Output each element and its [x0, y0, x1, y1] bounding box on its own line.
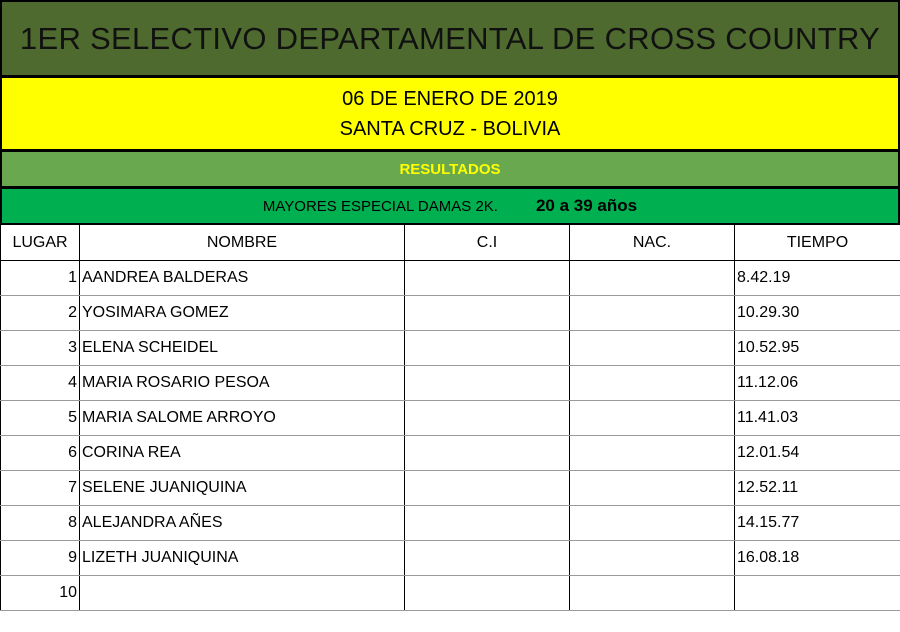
place-cell: 10 [1, 576, 80, 611]
category-banner [0, 187, 900, 225]
place-cell: 9 [1, 541, 80, 576]
results-banner [0, 150, 900, 188]
name-cell: ALEJANDRA AÑES [80, 506, 405, 541]
id-cell [405, 296, 570, 331]
time-cell: 10.29.30 [735, 296, 900, 331]
event-date: 06 DE ENERO DE 2019 [342, 87, 558, 110]
age-range-label: 20 a 39 años [535, 196, 638, 215]
table-row [1, 576, 900, 611]
time-cell: 11.12.06 [735, 366, 900, 401]
event-location: SANTA CRUZ - BOLIVIA [339, 117, 561, 140]
time-cell: 10.52.95 [735, 331, 900, 366]
column-header-nombre: NOMBRE [80, 225, 405, 261]
place-cell: 5 [1, 401, 80, 436]
column-header-tiempo: TIEMPO [735, 225, 900, 261]
name-cell: SELENE JUANIQUINA [80, 471, 405, 506]
nationality-cell [570, 366, 735, 401]
nationality-cell [570, 541, 735, 576]
table-header-row [1, 225, 900, 261]
name-cell: AANDREA BALDERAS [80, 261, 405, 296]
table-row [1, 401, 900, 436]
name-cell: MARIA SALOME ARROYO [80, 401, 405, 436]
results-table [0, 224, 900, 611]
table-row [1, 296, 900, 331]
nationality-cell [570, 506, 735, 541]
time-cell: 16.08.18 [735, 541, 900, 576]
nationality-cell [570, 401, 735, 436]
place-cell: 4 [1, 366, 80, 401]
table-row [1, 436, 900, 471]
id-cell [405, 436, 570, 471]
table-row [1, 541, 900, 576]
place-cell: 3 [1, 331, 80, 366]
table-row [1, 331, 900, 366]
id-cell [405, 331, 570, 366]
column-header-lugar: LUGAR [1, 225, 80, 261]
name-cell [80, 576, 405, 611]
place-cell: 8 [1, 506, 80, 541]
time-cell: 12.52.11 [735, 471, 900, 506]
id-cell [405, 541, 570, 576]
name-cell: MARIA ROSARIO PESOA [80, 366, 405, 401]
name-cell: YOSIMARA GOMEZ [80, 296, 405, 331]
name-cell: ELENA SCHEIDEL [80, 331, 405, 366]
time-cell: 14.15.77 [735, 506, 900, 541]
id-cell [405, 471, 570, 506]
date-banner [0, 76, 900, 151]
nationality-cell [570, 576, 735, 611]
name-cell: LIZETH JUANIQUINA [80, 541, 405, 576]
id-cell [405, 506, 570, 541]
nationality-cell [570, 296, 735, 331]
table-row [1, 506, 900, 541]
table-row [1, 261, 900, 296]
column-header-nac: NAC. [570, 225, 735, 261]
nationality-cell [570, 471, 735, 506]
results-label: RESULTADOS [399, 160, 501, 178]
nationality-cell [570, 331, 735, 366]
title-banner [0, 0, 900, 77]
category-label: MAYORES ESPECIAL DAMAS 2K. [262, 197, 498, 215]
time-cell: 8.42.19 [735, 261, 900, 296]
id-cell [405, 576, 570, 611]
column-header-ci: C.I [405, 225, 570, 261]
id-cell [405, 366, 570, 401]
place-cell: 1 [1, 261, 80, 296]
nationality-cell [570, 261, 735, 296]
place-cell: 7 [1, 471, 80, 506]
time-cell: 11.41.03 [735, 401, 900, 436]
time-cell: 12.01.54 [735, 436, 900, 471]
id-cell [405, 401, 570, 436]
time-cell [735, 576, 900, 611]
id-cell [405, 261, 570, 296]
place-cell: 6 [1, 436, 80, 471]
nationality-cell [570, 436, 735, 471]
place-cell: 2 [1, 296, 80, 331]
table-row [1, 471, 900, 506]
event-title: 1ER SELECTIVO DEPARTAMENTAL DE CROSS COUNTRY [19, 20, 881, 56]
table-row [1, 366, 900, 401]
name-cell: CORINA REA [80, 436, 405, 471]
